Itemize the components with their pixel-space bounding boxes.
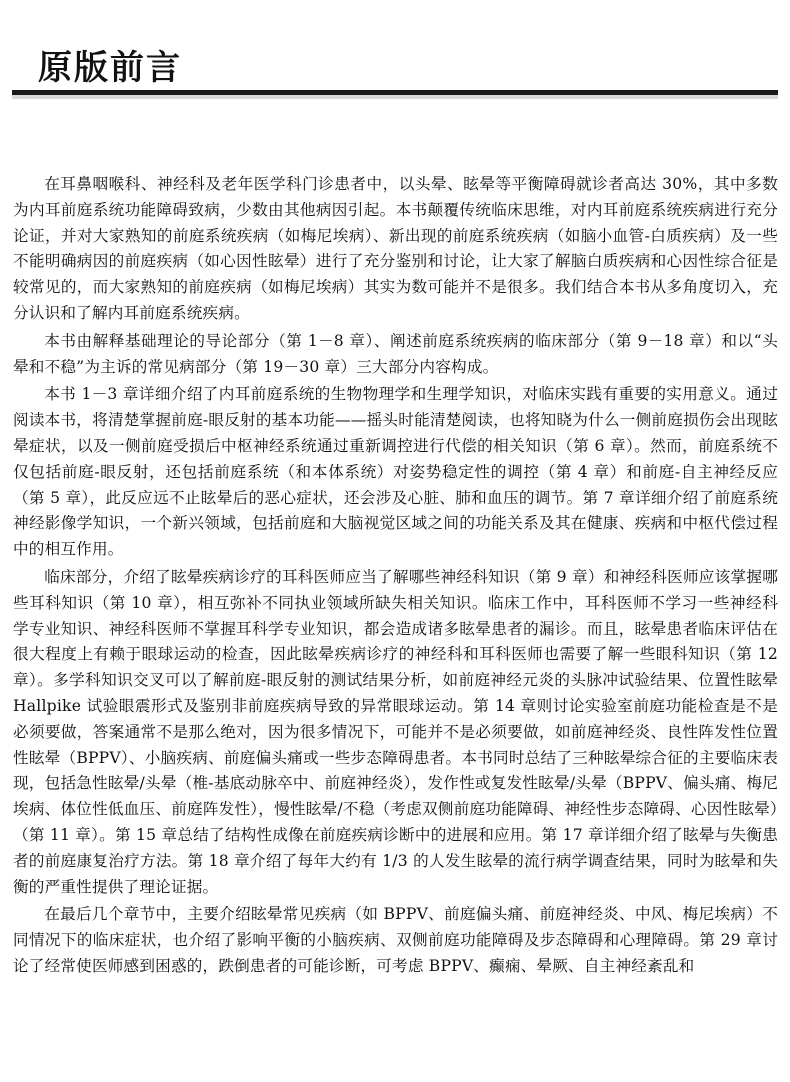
paragraph-2: 本书由解释基础理论的导论部分（第 1－8 章）、阐述前庭系统疾病的临床部分（第 9－18 章）和以“头晕和不稳”为主诉的常见病部分（第 19－30 章）三大部分内容构成。: [13, 331, 778, 376]
page-header: [0, 0, 790, 100]
header-rule-shadow: [12, 95, 778, 99]
paragraph-5: 在最后几个章节中，主要介绍眩晕常见疾病（如 BPPV、前庭偏头痛、前庭神经炎、中风、梅尼埃病）不同情况下的临床症状，也介绍了影响平衡的小脑疾病、双侧前庭功能障碍及步态障碍和心理障碍。第 29 章讨论了经常使医师感到困惑的，跌倒患者的可能诊断，可考虑 BPPV、癫痫、晕厥、自主神经紊乱和: [13, 905, 778, 975]
paragraph-4: 临床部分，介绍了眩晕疾病诊疗的耳科医师应当了解哪些神经科知识（第 9 章）和神经科医师应该掌握哪些耳科知识（第 10 章），相互弥补不同执业领域所缺失相关知识。临床工作中，耳科医师不学习一些神经科学专业知识、神经科医师不掌握耳科学专业知识，都会造成诸多眩晕患者的漏诊。而且，眩晕患者临床评估在很大程度上有赖于眼球运动的检查，因此眩晕疾病诊疗的神经科和耳科医师也需要了解一些眼科知识（第 12 章）。多学科知识交叉可以了解前庭-眼反射的测试结果分析，如前庭神经元炎的头脉冲试验结果、位置性眩晕 Hallpike 试验眼震形式及鉴别非前庭疾病导致的异常眼球运动。第 14 章则讨论实验室前庭功能检查是不是必须要做，答案通常不是那么绝对，因为很多情况下，可能并不是必须要做，如前庭神经炎、良性阵发性位置性眩晕（BPPV）、小脑疾病、前庭偏头痛或一些步态障碍患者。本书同时总结了三种眩晕综合征的主要临床表现，包括急性眩晕/头晕（椎-基底动脉卒中、前庭神经炎），发作性或复发性眩晕/头晕（BPPV、偏头痛、梅尼埃病、体位性低血压、前庭阵发性），慢性眩晕/不稳（考虑双侧前庭功能障碍、神经性步态障碍、心因性眩晕）（第 11 章）。第 15 章总结了结构性成像在前庭疾病诊断中的进展和应用。第 17 章详细介绍了眩晕与失衡患者的前庭康复治疗方法。第 18 章介绍了每年大约有 1/3 的人发生眩晕的流行病学调查结果，同时为眩晕和失衡的严重性提供了理论证据。: [13, 567, 778, 896]
paragraph-3: 本书 1－3 章详细介绍了内耳前庭系统的生物物理学和生理学知识，对临床实践有重要的实用意义。通过阅读本书，将清楚掌握前庭-眼反射的基本功能——摇头时能清楚阅读，也将知晓为什么一侧前庭损伤会出现眩晕症状，以及一侧前庭受损后中枢神经系统通过重新调控进行代偿的相关知识（第 6 章）。然而，前庭系统不仅包括前庭-眼反射，还包括前庭系统（和本体系统）对姿势稳定性的调控（第 4 章）和前庭-自主神经反应（第 5 章），此反应远不止眩晕后的恶心症状，还会涉及心脏、肺和血压的调节。第 7 章详细介绍了前庭系统神经影像学知识，一个新兴领域，包括前庭和大脑视觉区域之间的功能关系及其在健康、疾病和中枢代偿过程中的相互作用。: [13, 385, 778, 559]
paragraph-1: 在耳鼻咽喉科、神经科及老年医学科门诊患者中，以头晕、眩晕等平衡障碍就诊者高达 30%，其中多数为内耳前庭系统功能障碍致病，少数由其他病因引起。本书颠覆传统临床思维，对内耳前庭系统疾病进行充分论证，并对大家熟知的前庭系统疾病（如梅尼埃病）、新出现的前庭系统疾病（如脑小血管-白质疾病）及一些不能明确病因的前庭疾病（如心因性眩晕）进行了充分鉴别和讨论，让大家了解脑白质疾病和心因性综合征是较常见的，而大家熟知的前庭疾病（如梅尼埃病）其实为数可能并不是很多。我们结合本书从多角度切入，充分认识和了解内耳前庭系统疾病。: [13, 175, 778, 322]
preface-body: [13, 172, 778, 982]
page-title: 原版前言: [38, 48, 182, 88]
